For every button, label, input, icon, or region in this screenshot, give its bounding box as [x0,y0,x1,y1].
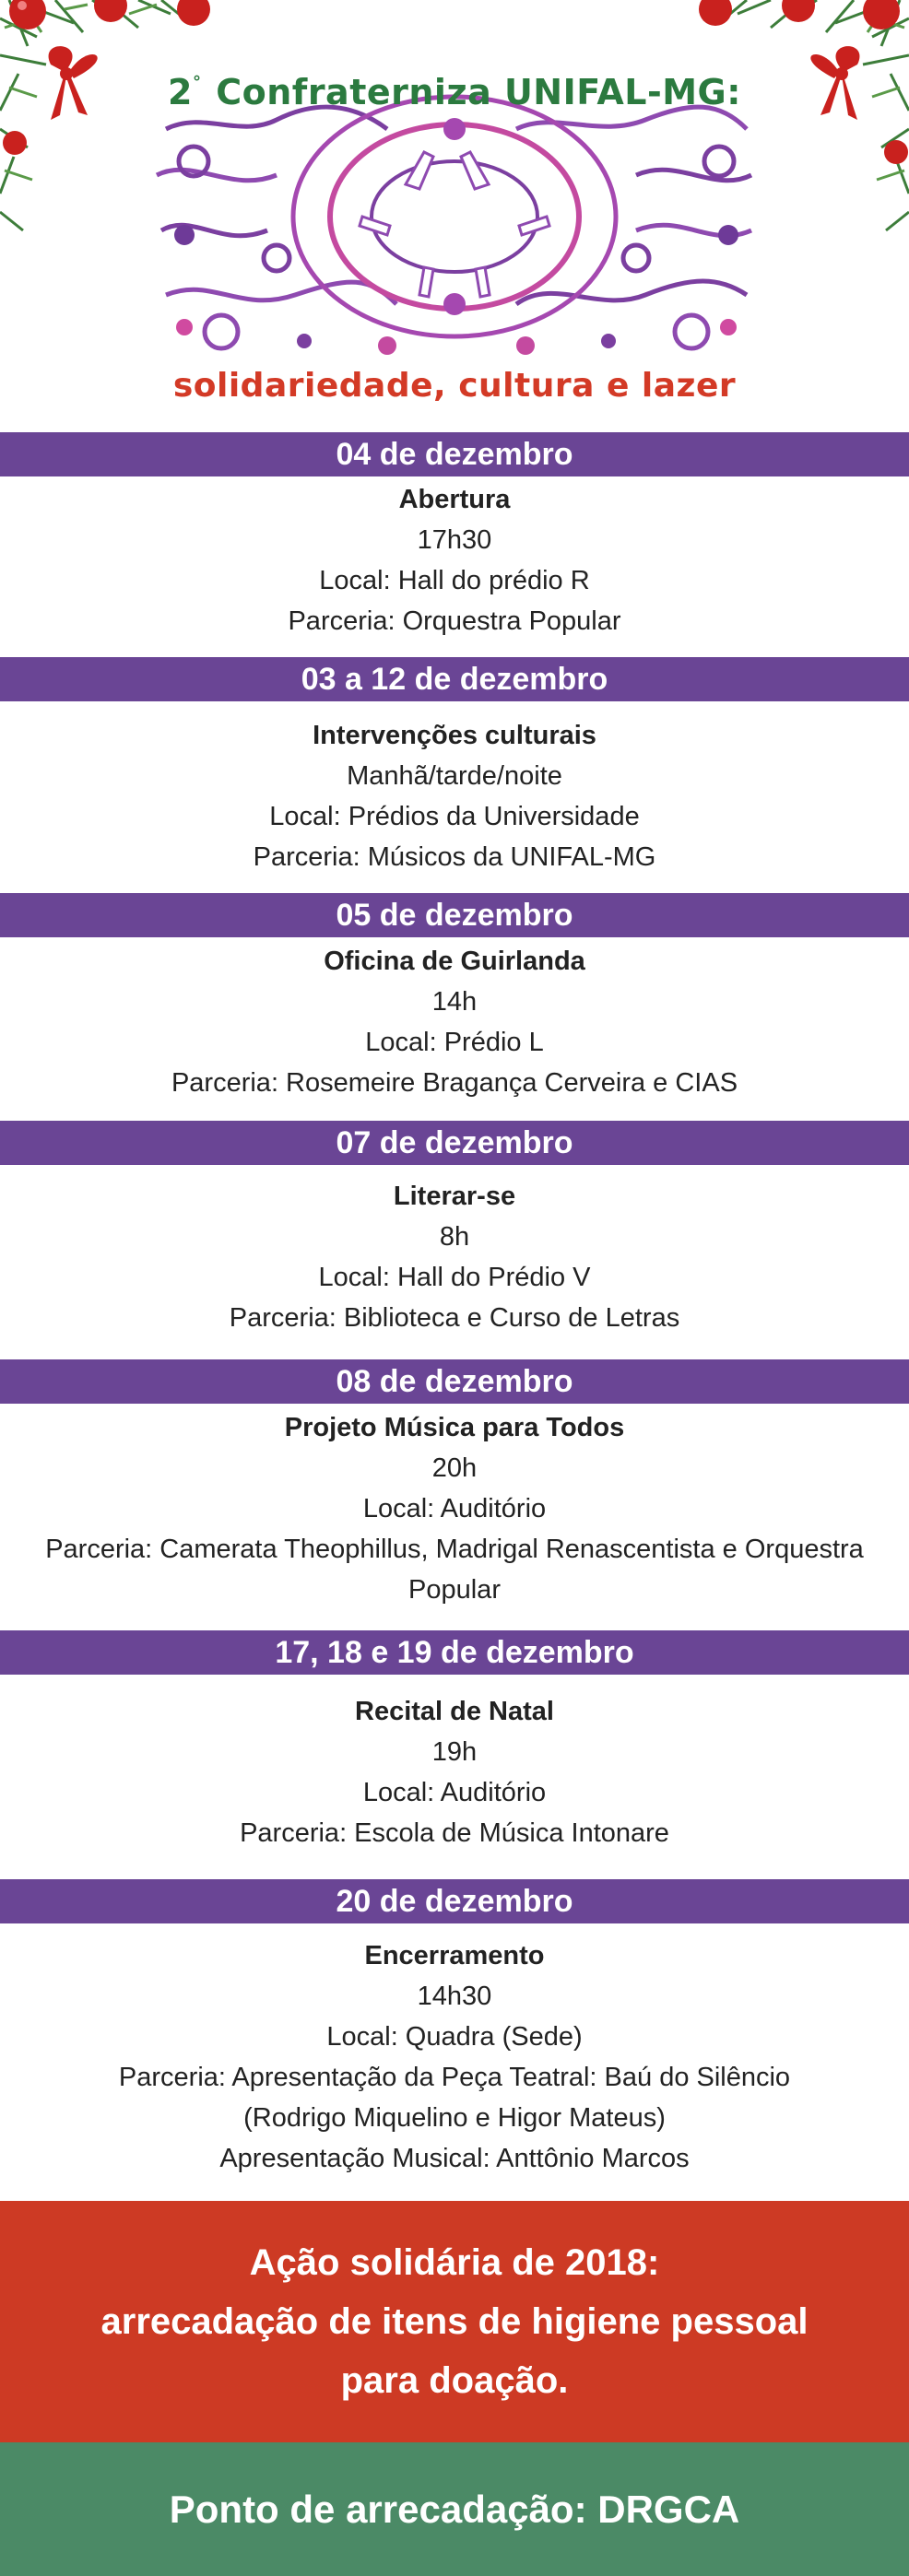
event-time: 20h [431,1453,478,1483]
event-date-band: 17, 18 e 19 de dezembro [0,1630,909,1675]
pine-garland-right-icon [725,0,909,230]
event-date-band: 03 a 12 de dezembro [0,657,909,701]
event-date-band: 08 de dezembro [0,1359,909,1404]
event-details [0,1691,909,1853]
event-location: Local: Auditório [362,1494,547,1523]
event-date-band: 05 de dezembro [0,893,909,937]
event-date-band: 07 de dezembro [0,1121,909,1165]
event-time: 14h30 [417,1982,492,2011]
event-date-band: 20 de dezembro [0,1879,909,1923]
event-details [0,941,909,1103]
title-ordinal-mark: ° [193,73,202,92]
event-title: Literar-se [393,1182,516,1211]
event-time: 17h30 [417,525,492,555]
event-partner: Parceria: Escola de Música Intonare [240,1818,669,1848]
event-partner: Parceria: Camerata Theophillus, Madrigal Renascentista e Orquestra [45,1535,864,1564]
title-ordinal: 2 [168,72,193,112]
donation-line-1: Ação solidária de 2018: [249,2242,660,2283]
event-partner: Parceria: Biblioteca e Curso de Letras [229,1303,680,1333]
event-title: Encerramento [364,1941,545,1970]
event-partner-continued: Popular [408,1575,501,1605]
event-location: Local: Quadra (Sede) [326,2022,583,2052]
pine-garland-left-icon [0,0,184,230]
event-details [0,715,909,877]
collection-point-banner: Ponto de arrecadação: DRGCA [0,2442,909,2576]
event-location: Local: Hall do Prédio V [318,1263,591,1292]
event-partner-continued: (Rodrigo Miquelino e Higor Mateus) [243,2103,666,2133]
title-main: Confraterniza UNIFAL-MG: [216,72,741,112]
event-details [0,1407,909,1610]
event-time: 19h [431,1737,478,1767]
event-time: 8h [439,1222,470,1252]
event-title: Oficina de Guirlanda [324,947,585,976]
event-location: Local: Prédios da Universidade [269,802,640,831]
event-title: Intervenções culturais [313,721,596,750]
event-location: Local: Prédio L [365,1028,544,1057]
event-details [0,1176,909,1338]
event-title: Projeto Música para Todos [284,1413,625,1442]
event-partner: Parceria: Músicos da UNIFAL-MG [253,842,656,872]
donation-line-2: arrecadação de itens de higiene pessoal [100,2301,809,2342]
donation-banner [0,2201,909,2442]
event-title: Abertura [398,485,511,514]
donation-line-3: para doação. [340,2360,569,2401]
event-partner: Parceria: Apresentação da Peça Teatral: Baú do Silêncio [118,2063,791,2092]
poster-title [0,72,909,112]
event-details [0,1935,909,2179]
poster-subtitle: solidariedade, cultura e lazer [172,367,737,405]
logo-hands-icon [360,152,549,297]
event-partner: Parceria: Rosemeire Bragança Cerveira e CIAS [171,1068,738,1098]
event-partner: Parceria: Orquestra Popular [288,606,621,636]
event-details [0,479,909,641]
event-date-band: 04 de dezembro [0,432,909,476]
event-location: Local: Auditório [362,1778,547,1807]
logo-flowers-icon [174,118,738,355]
event-music: Apresentação Musical: Anttônio Marcos [219,2144,690,2173]
poster-header [0,0,909,431]
event-location: Local: Hall do prédio R [319,566,590,595]
event-time: Manhã/tarde/noite [347,761,562,791]
event-title: Recital de Natal [355,1697,554,1726]
event-time: 14h [431,987,478,1017]
